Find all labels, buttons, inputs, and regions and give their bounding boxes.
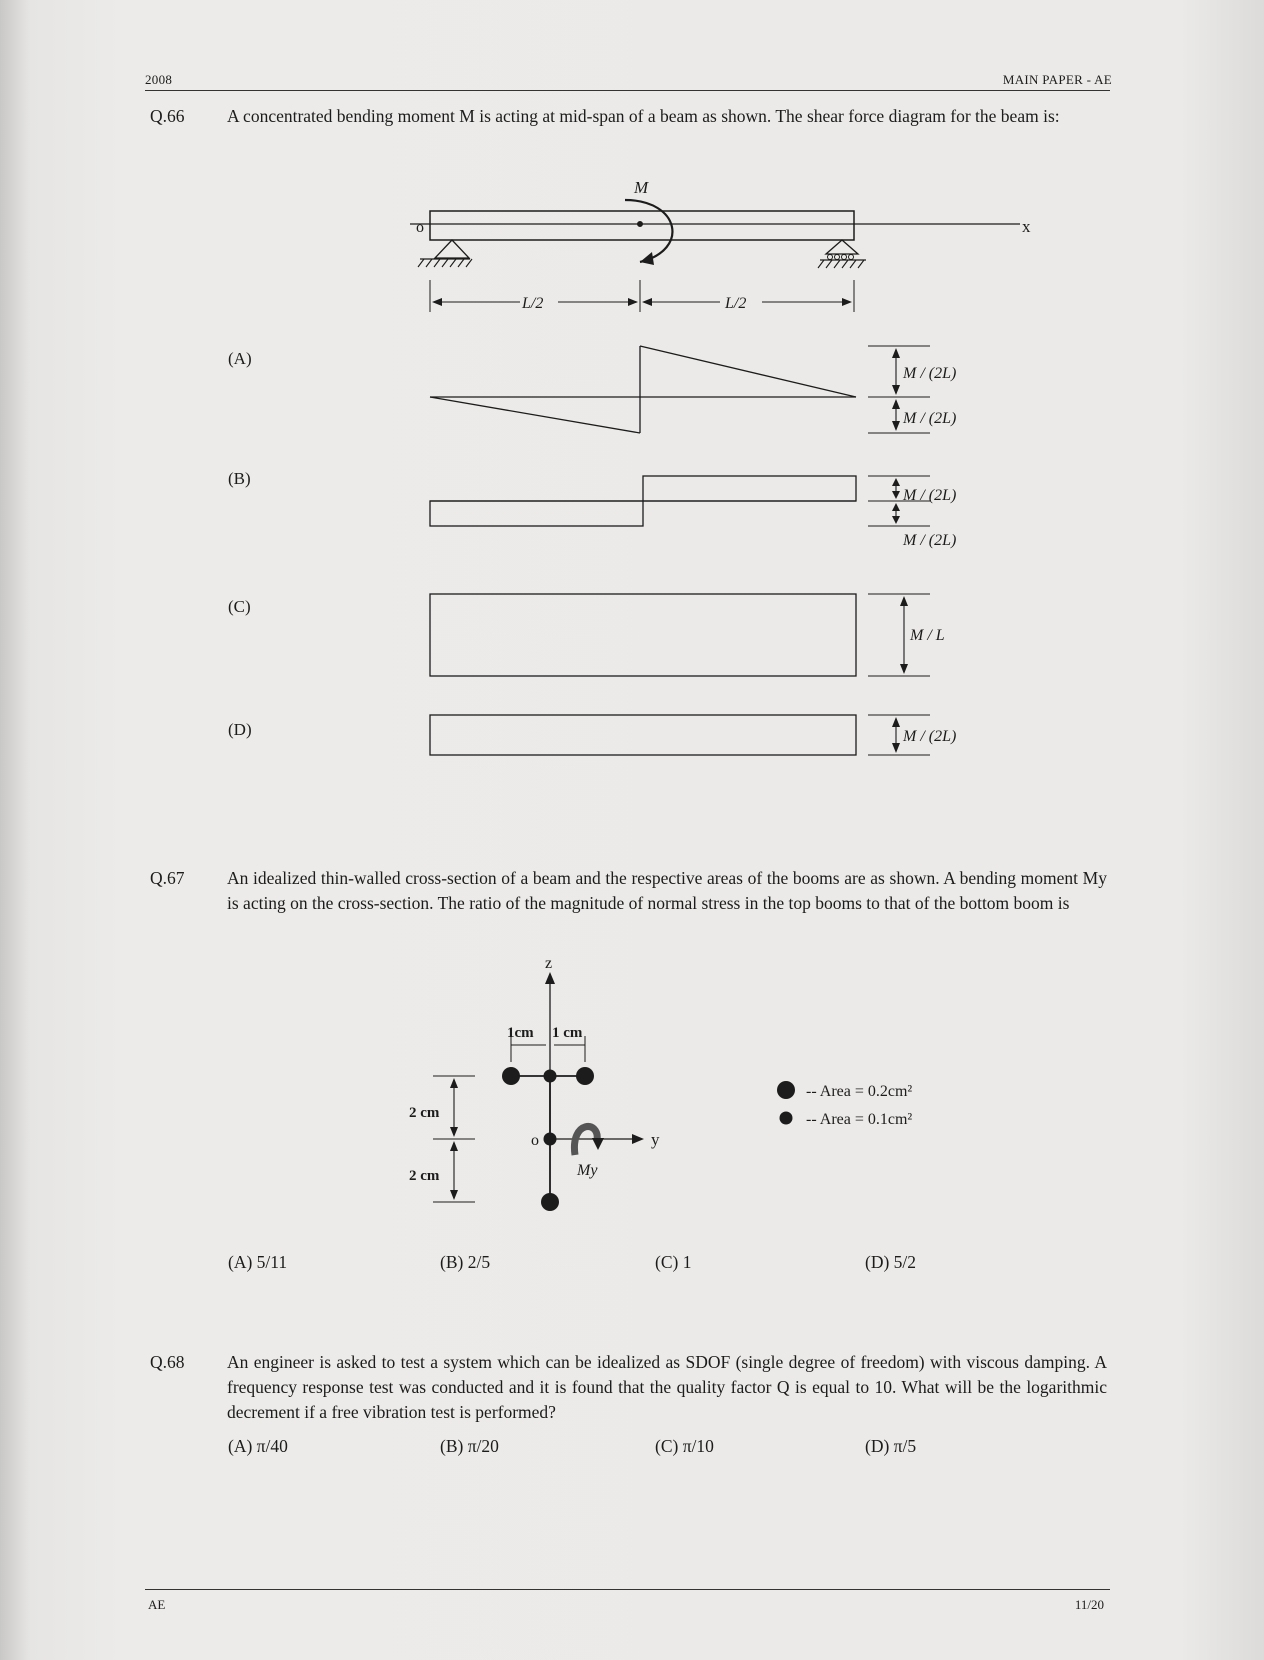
x-axis-label: x — [1022, 217, 1031, 236]
moment-label: My — [577, 1162, 598, 1179]
question-text: An idealized thin-walled cross-section of a beam and the respective areas of the booms are as shown. A bending moment My is acting on the cross-section. The ratio of the magnitude of normal stress in the top booms to that of the bottom boom is — [227, 868, 1107, 913]
q67-option-a[interactable]: (A) 5/11 — [228, 1252, 288, 1272]
option-label: (B) — [228, 469, 251, 488]
boom-top-left — [502, 1067, 520, 1085]
dim-right: L/2 — [725, 295, 747, 312]
boom-top-right — [576, 1067, 594, 1085]
moment-label: M — [634, 178, 649, 197]
q68-option-d[interactable]: (D) π/5 — [865, 1436, 917, 1456]
dim-left: L/2 — [522, 295, 544, 312]
boom-top-mid — [544, 1070, 557, 1083]
question-number: Q.66 — [150, 106, 185, 126]
legend-large-text: -- Area = 0.2cm² — [806, 1083, 913, 1100]
question-number: Q.67 — [150, 868, 185, 888]
y-axis-label: y — [651, 1130, 660, 1149]
footer-rule — [145, 1589, 1110, 1590]
question-number: Q.68 — [150, 1352, 185, 1372]
cross-section — [409, 955, 912, 1211]
boom-center — [544, 1133, 557, 1146]
spacing-right: 1 cm — [552, 1025, 583, 1041]
height-lower: 2 cm — [409, 1168, 440, 1184]
option-label: (A) — [228, 349, 252, 368]
footer-page: 11/20 — [1074, 1597, 1104, 1612]
z-axis-label: z — [545, 955, 553, 972]
question-text: A concentrated bending moment M is acting at mid-span of a beam as shown. The shear force diagram for the beam is: — [227, 106, 1060, 126]
question-text: An engineer is asked to test a system which can be idealized as SDOF (single degree of freedom) with viscous damping. A frequency response test was conducted and it is found that the quality factor Q is equal to 10. What will be the logarithmic decrement if a free vibration test is performed? — [227, 1352, 1107, 1422]
option-label: (C) — [228, 597, 251, 616]
legend-large-boom — [777, 1081, 795, 1099]
option-label: (D) — [228, 720, 252, 739]
q67-option-b[interactable]: (B) 2/5 — [440, 1252, 491, 1272]
origin-label: o — [416, 219, 424, 236]
q68-option-c[interactable]: (C) π/10 — [655, 1436, 714, 1456]
legend-small-text: -- Area = 0.1cm² — [806, 1111, 913, 1128]
svg-text:M / (2L): M / (2L) — [903, 410, 957, 427]
footer-code: AE — [148, 1597, 166, 1612]
origin-label: o — [531, 1132, 539, 1149]
q67-option-d[interactable]: (D) 5/2 — [865, 1252, 917, 1272]
svg-text:M / (2L): M / (2L) — [903, 365, 957, 382]
svg-text:M / (2L): M / (2L) — [903, 487, 957, 504]
header-paper: MAIN PAPER - AE — [1002, 72, 1112, 87]
legend-small-boom — [780, 1112, 793, 1125]
header-year: 2008 — [145, 72, 173, 87]
svg-text:M / (2L): M / (2L) — [903, 728, 957, 745]
height-upper: 2 cm — [409, 1105, 440, 1121]
spacing-left: 1cm — [507, 1025, 534, 1041]
q68-option-a[interactable]: (A) π/40 — [228, 1436, 288, 1456]
q68-option-b[interactable]: (B) π/20 — [440, 1436, 499, 1456]
svg-text:M / L: M / L — [910, 627, 945, 644]
q67-option-c[interactable]: (C) 1 — [655, 1252, 692, 1272]
boom-bottom — [541, 1193, 559, 1211]
svg-text:M / (2L): M / (2L) — [903, 532, 957, 549]
